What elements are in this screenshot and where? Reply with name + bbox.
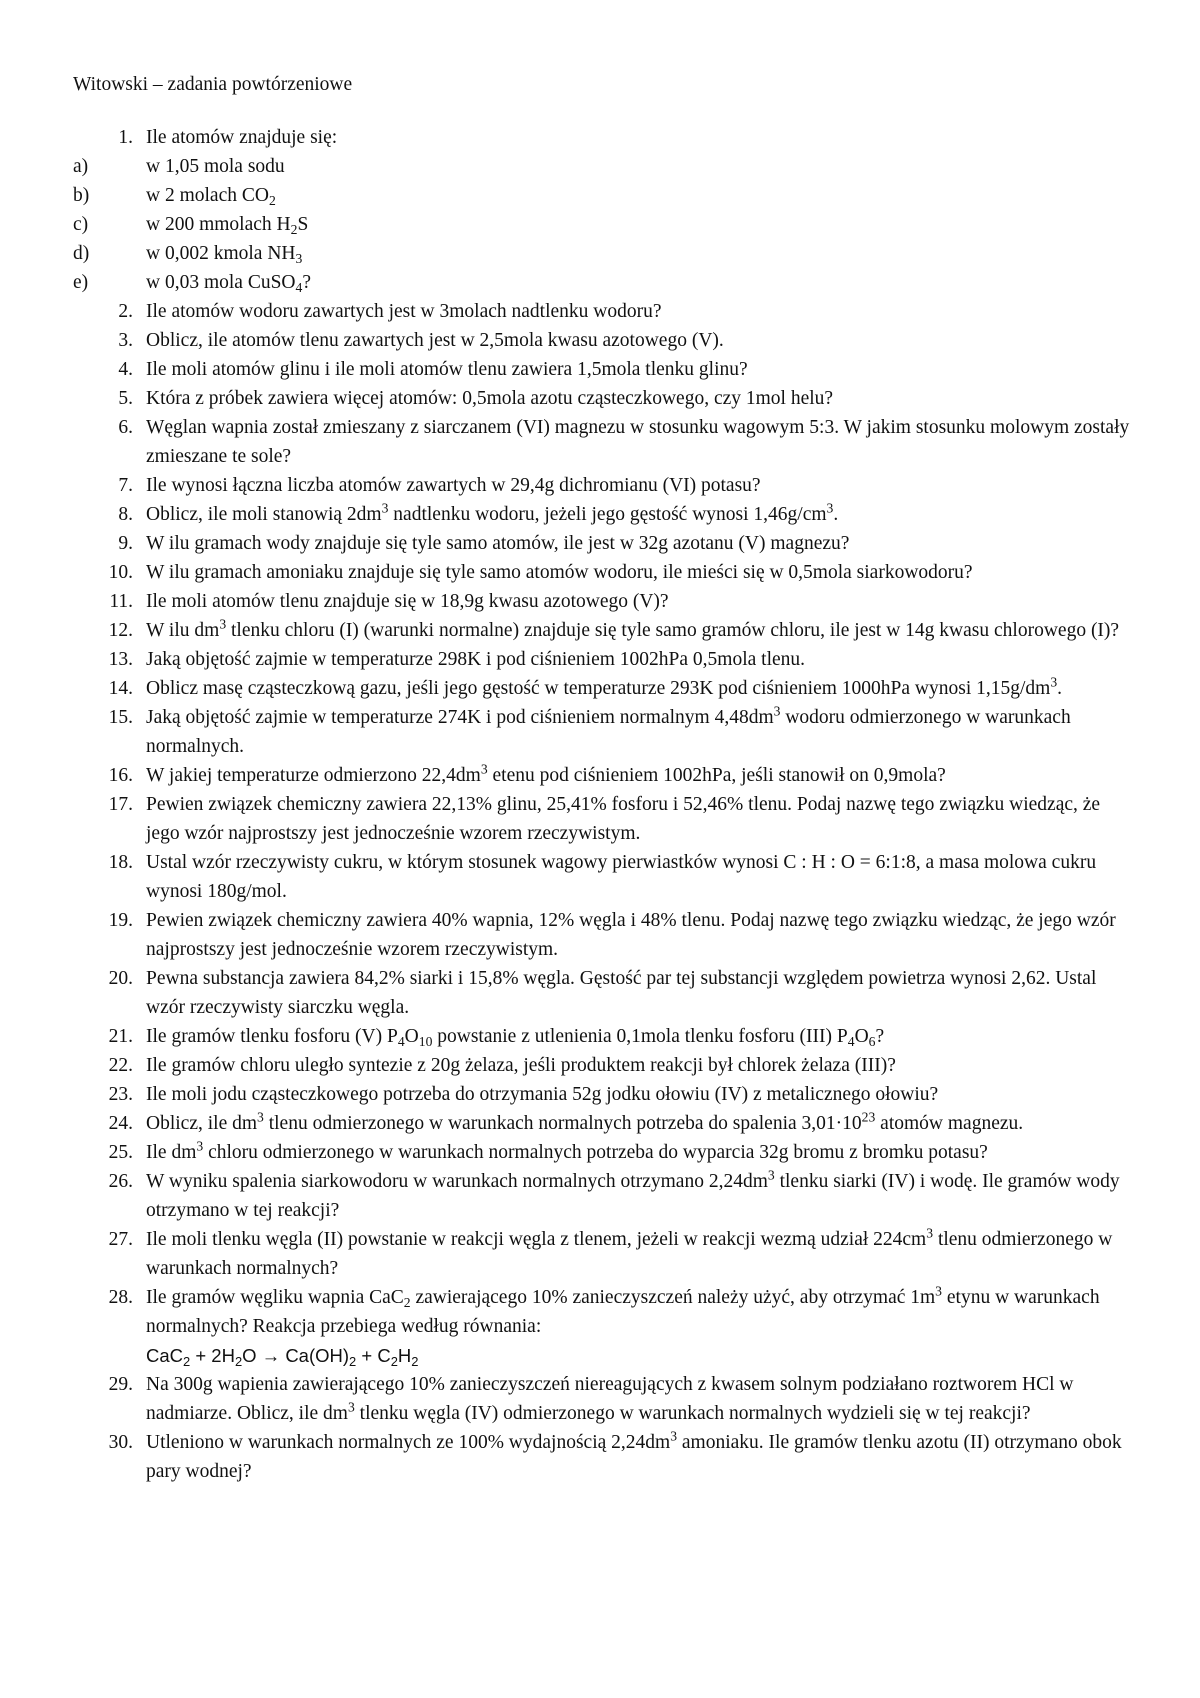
item-number: 20.: [108, 968, 133, 989]
item-body: Pewien związek chemiczny zawiera 40% wapnia, 12% węgla i 48% tlenu. Podaj nazwę tego związku wiedząc, że jego wzór najprostszy jest jednocześnie wzorem rzeczywistym.: [146, 910, 1116, 960]
item-number: 15.: [108, 707, 133, 728]
item-text: [146, 964, 1138, 1022]
item-number: 30.: [108, 1432, 133, 1453]
exercise-item: [73, 587, 1138, 616]
item-text: [146, 790, 1138, 848]
item-body: Która z próbek zawiera więcej atomów: 0,5mola azotu cząsteczkowego, czy 1mol helu?: [146, 388, 834, 409]
item-body: Oblicz, ile atomów tlenu zawartych jest w 2,5mola kwasu azotowego (V).: [146, 330, 724, 351]
exercise-item: [73, 326, 1138, 355]
item-body: w 0,002 kmola $NH_3$: [146, 243, 303, 267]
exercise-item: [73, 1109, 1138, 1138]
item-body: W jakiej temperaturze odmierzono $22,4dm^3$ etenu pod ciśnieniem 1002hPa, jeśli stanowił on 0,9mola?: [146, 761, 946, 786]
exercise-item: [73, 471, 1138, 500]
item-body: W ilu gramach wody znajduje się tyle samo atomów, ile jest w 32g azotanu (V) magnezu?: [146, 533, 850, 554]
sub-item: [73, 181, 1138, 210]
item-text: [146, 703, 1138, 761]
item-text: [146, 239, 1138, 268]
item-text: [146, 1138, 1138, 1167]
item-body: w 1,05 mola sodu: [146, 156, 285, 177]
item-body: Ile atomów wodoru zawartych jest w 3molach nadtlenku wodoru?: [146, 301, 662, 322]
exercise-item: [73, 1051, 1138, 1080]
item-text: [146, 645, 1138, 674]
item-number: 28.: [108, 1287, 133, 1308]
item-number: 27.: [108, 1229, 133, 1250]
item-text: [146, 471, 1138, 500]
item-text: [146, 210, 1138, 239]
item-number: 11.: [109, 591, 133, 612]
item-number: 7.: [118, 475, 133, 496]
item-text: [146, 268, 1138, 297]
item-text: [146, 297, 1138, 326]
item-number: a): [73, 156, 89, 177]
item-number: 12.: [108, 620, 133, 641]
item-number: d): [73, 243, 90, 264]
item-number: 25.: [108, 1142, 133, 1163]
exercise-item: [73, 1370, 1138, 1428]
sub-item: [73, 152, 1138, 181]
item-number: 3.: [118, 330, 133, 351]
item-number: e): [73, 272, 89, 293]
exercise-item: [73, 964, 1138, 1022]
item-body: Utleniono w warunkach normalnych ze 100% wydajnością $2,24dm^3$ amoniaku. Ile gramów tlenku azotu (II) otrzymano obok pary wodnej?: [146, 1428, 1122, 1482]
item-text: [146, 152, 1138, 181]
exercise-item: [73, 529, 1138, 558]
item-number: 23.: [108, 1084, 133, 1105]
exercise-list: [73, 123, 1138, 1486]
item-body: Ile moli atomów tlenu znajduje się w 18,9g kwasu azotowego (V)?: [146, 591, 669, 612]
item-body: Oblicz, ile $dm^3$ tlenu odmierzonego w warunkach normalnych potrzeba do spalenia $3,01\cdot 10^{23}$ atomów magnezu.: [146, 1109, 1024, 1134]
item-number: 9.: [118, 533, 133, 554]
item-number: 2.: [118, 301, 133, 322]
item-body: Pewien związek chemiczny zawiera 22,13% glinu, 25,41% fosforu i 52,46% tlenu. Podaj nazwę tego związku wiedząc, że jego wzór najprostszy jest jednocześnie wzorem rzeczywistym.: [146, 794, 1101, 844]
item-text: [146, 1225, 1138, 1283]
sub-item: [73, 210, 1138, 239]
item-number: 24.: [108, 1113, 133, 1134]
exercise-item: [73, 1283, 1138, 1370]
item-number: 6.: [118, 417, 133, 438]
exercise-item: [73, 906, 1138, 964]
item-text: [146, 326, 1138, 355]
item-text: [146, 1080, 1138, 1109]
item-body: W ilu gramach amoniaku znajduje się tyle samo atomów wodoru, ile mieści się w 0,5mola siarkowodoru?: [146, 562, 973, 583]
item-body: Ile gramów węgliku wapnia CaC$_2$ zawierającego 10% zanieczyszczeń należy użyć, aby otrzymać $1m^3$ etynu w warunkach normalnych? Reakcja przebiega według równania:: [146, 1283, 1100, 1337]
item-body: Węglan wapnia został zmieszany z siarczanem (VI) magnezu w stosunku wagowym 5:3. W jakim stosunku molowym zostały zmieszane te sole?: [146, 417, 1130, 467]
item-text: [146, 848, 1138, 906]
item-number: 18.: [108, 852, 133, 873]
item-number: 1.: [118, 127, 133, 148]
item-body: Ile wynosi łączna liczba atomów zawartych w 29,4g dichromianu (VI) potasu?: [146, 475, 761, 496]
document-title: Witowski – zadania powtórzeniowe: [73, 74, 353, 95]
item-body: Ile moli tlenku węgla (II) powstanie w reakcji węgla z tlenem, jeżeli w reakcji wezmą udział $224cm^3$ tlenu odmierzonego w warunkach normalnych?: [146, 1225, 1113, 1279]
exercise-item: [73, 1080, 1138, 1109]
item-text: [146, 181, 1138, 210]
item-text: [146, 761, 1138, 790]
item-body: Ile moli atomów glinu i ile moli atomów tlenu zawiera 1,5mola tlenku glinu?: [146, 359, 748, 380]
item-text: [146, 123, 1138, 152]
exercise-item: [73, 413, 1138, 471]
exercise-item: [73, 703, 1138, 761]
item-text: [146, 558, 1138, 587]
item-number: 10.: [108, 562, 133, 583]
item-body: Ile moli jodu cząsteczkowego potrzeba do otrzymania 52g jodku ołowiu (IV) z metalicznego ołowiu?: [146, 1084, 939, 1105]
exercise-item: [73, 1428, 1138, 1486]
item-body: Jaką objętość zajmie w temperaturze 274K i pod ciśnieniem normalnym $4,48dm^3$ wodoru odmierzonego w warunkach normalnych.: [146, 703, 1071, 757]
item-number: 29.: [108, 1374, 133, 1395]
item-number: 22.: [108, 1055, 133, 1076]
item-body: Ile gramów chloru uległo syntezie z 20g żelaza, jeśli produktem reakcji był chlorek żelaza (III)?: [146, 1055, 896, 1076]
item-text: [146, 587, 1138, 616]
exercise-item: [73, 1138, 1138, 1167]
exercise-item: [73, 1022, 1138, 1051]
item-text: [146, 1109, 1138, 1138]
item-text: [146, 1283, 1138, 1370]
item-number: 26.: [108, 1171, 133, 1192]
exercise-item: [73, 355, 1138, 384]
item-number: b): [73, 185, 90, 206]
exercise-item: [73, 761, 1138, 790]
exercise-item: [73, 645, 1138, 674]
item-text: [146, 529, 1138, 558]
item-body: Na 300g wapienia zawierającego 10% zanieczyszczeń niereagujących z kwasem solnym podziałano roztworem HCl w nadmiarze. Oblicz, ile $dm^3$ tlenku węgla (IV) odmierzonego w warunkach normalnych wydzieli się w tej reakcji?: [146, 1374, 1074, 1424]
reaction-equation: $CaC_2 + 2H_2O \to Ca(OH)_2 + C_2H_2$: [146, 1345, 419, 1369]
item-body: W wyniku spalenia siarkowodoru w warunkach normalnych otrzymano $2,24dm^3$ tlenku siarki (IV) i wodę. Ile gramów wody otrzymano w tej reakcji?: [146, 1167, 1120, 1221]
item-body: Oblicz masę cząsteczkową gazu, jeśli jego gęstość w temperaturze 293K pod ciśnieniem 1000hPa wynosi $1,15g/dm^3$.: [146, 674, 1063, 699]
exercise-item: [73, 790, 1138, 848]
exercise-item: [73, 616, 1138, 645]
item-body: W ilu $dm^3$ tlenku chloru (I) (warunki normalne) znajduje się tyle samo gramów chloru, ile jest w 14g kwasu chlorowego (I)?: [146, 616, 1120, 641]
item-body: w 200 mmolach $H_2S$: [146, 214, 309, 238]
exercise-item: [73, 500, 1138, 529]
item-body: Ile $dm^3$ chloru odmierzonego w warunkach normalnych potrzeba do wyparcia 32g bromu z bromku potasu?: [146, 1138, 988, 1163]
item-text: [146, 384, 1138, 413]
item-number: c): [73, 214, 89, 235]
item-body: Pewna substancja zawiera 84,2% siarki i 15,8% węgla. Gęstość par tej substancji względem powietrza wynosi 2,62. Ustal wzór rzeczywisty siarczku węgla.: [146, 968, 1097, 1018]
item-text: [146, 1022, 1138, 1051]
exercise-item: [73, 123, 1138, 152]
item-body: w 0,03 mola CuSO$_4$?: [146, 272, 311, 296]
item-body: Oblicz, ile moli stanowią $2dm^3$ nadtlenku wodoru, jeżeli jego gęstość wynosi $1,46g/cm^3$.: [146, 500, 839, 525]
exercise-item: [73, 674, 1138, 703]
item-number: 21.: [108, 1026, 133, 1047]
item-number: 5.: [118, 388, 133, 409]
item-number: 17.: [108, 794, 133, 815]
item-number: 4.: [118, 359, 133, 380]
item-number: 13.: [108, 649, 133, 670]
exercise-item: [73, 848, 1138, 906]
item-body: Jaką objętość zajmie w temperaturze 298K i pod ciśnieniem 1002hPa 0,5mola tlenu.: [146, 649, 806, 670]
item-text: [146, 1051, 1138, 1080]
item-text: [146, 674, 1138, 703]
item-text: [146, 500, 1138, 529]
item-number: 16.: [108, 765, 133, 786]
sub-item: [73, 239, 1138, 268]
item-text: [146, 1428, 1138, 1486]
exercise-item: [73, 1167, 1138, 1225]
item-body: w 2 molach $CO_2$: [146, 185, 276, 209]
item-text: [146, 413, 1138, 471]
sub-item: [73, 268, 1138, 297]
item-number: 14.: [108, 678, 133, 699]
item-text: [146, 1167, 1138, 1225]
exercise-item: [73, 297, 1138, 326]
exercise-item: [73, 558, 1138, 587]
item-text: [146, 906, 1138, 964]
item-body: Ile gramów tlenku fosforu (V) $P_4O_{10}$ powstanie z utlenienia 0,1mola tlenku fosforu (III) $P_4O_6$?: [146, 1026, 885, 1050]
item-number: 8.: [118, 504, 133, 525]
exercise-item: [73, 384, 1138, 413]
exercise-item: [73, 1225, 1138, 1283]
item-text: [146, 355, 1138, 384]
item-body: Ustal wzór rzeczywisty cukru, w którym stosunek wagowy pierwiastków wynosi C : H : O = 6:1:8, a masa molowa cukru wynosi 180g/mol.: [146, 852, 1097, 902]
item-body: Ile atomów znajduje się:: [146, 127, 338, 148]
item-text: [146, 1370, 1138, 1428]
document-page: [73, 70, 1138, 1486]
item-text: [146, 616, 1138, 645]
item-number: 19.: [108, 910, 133, 931]
